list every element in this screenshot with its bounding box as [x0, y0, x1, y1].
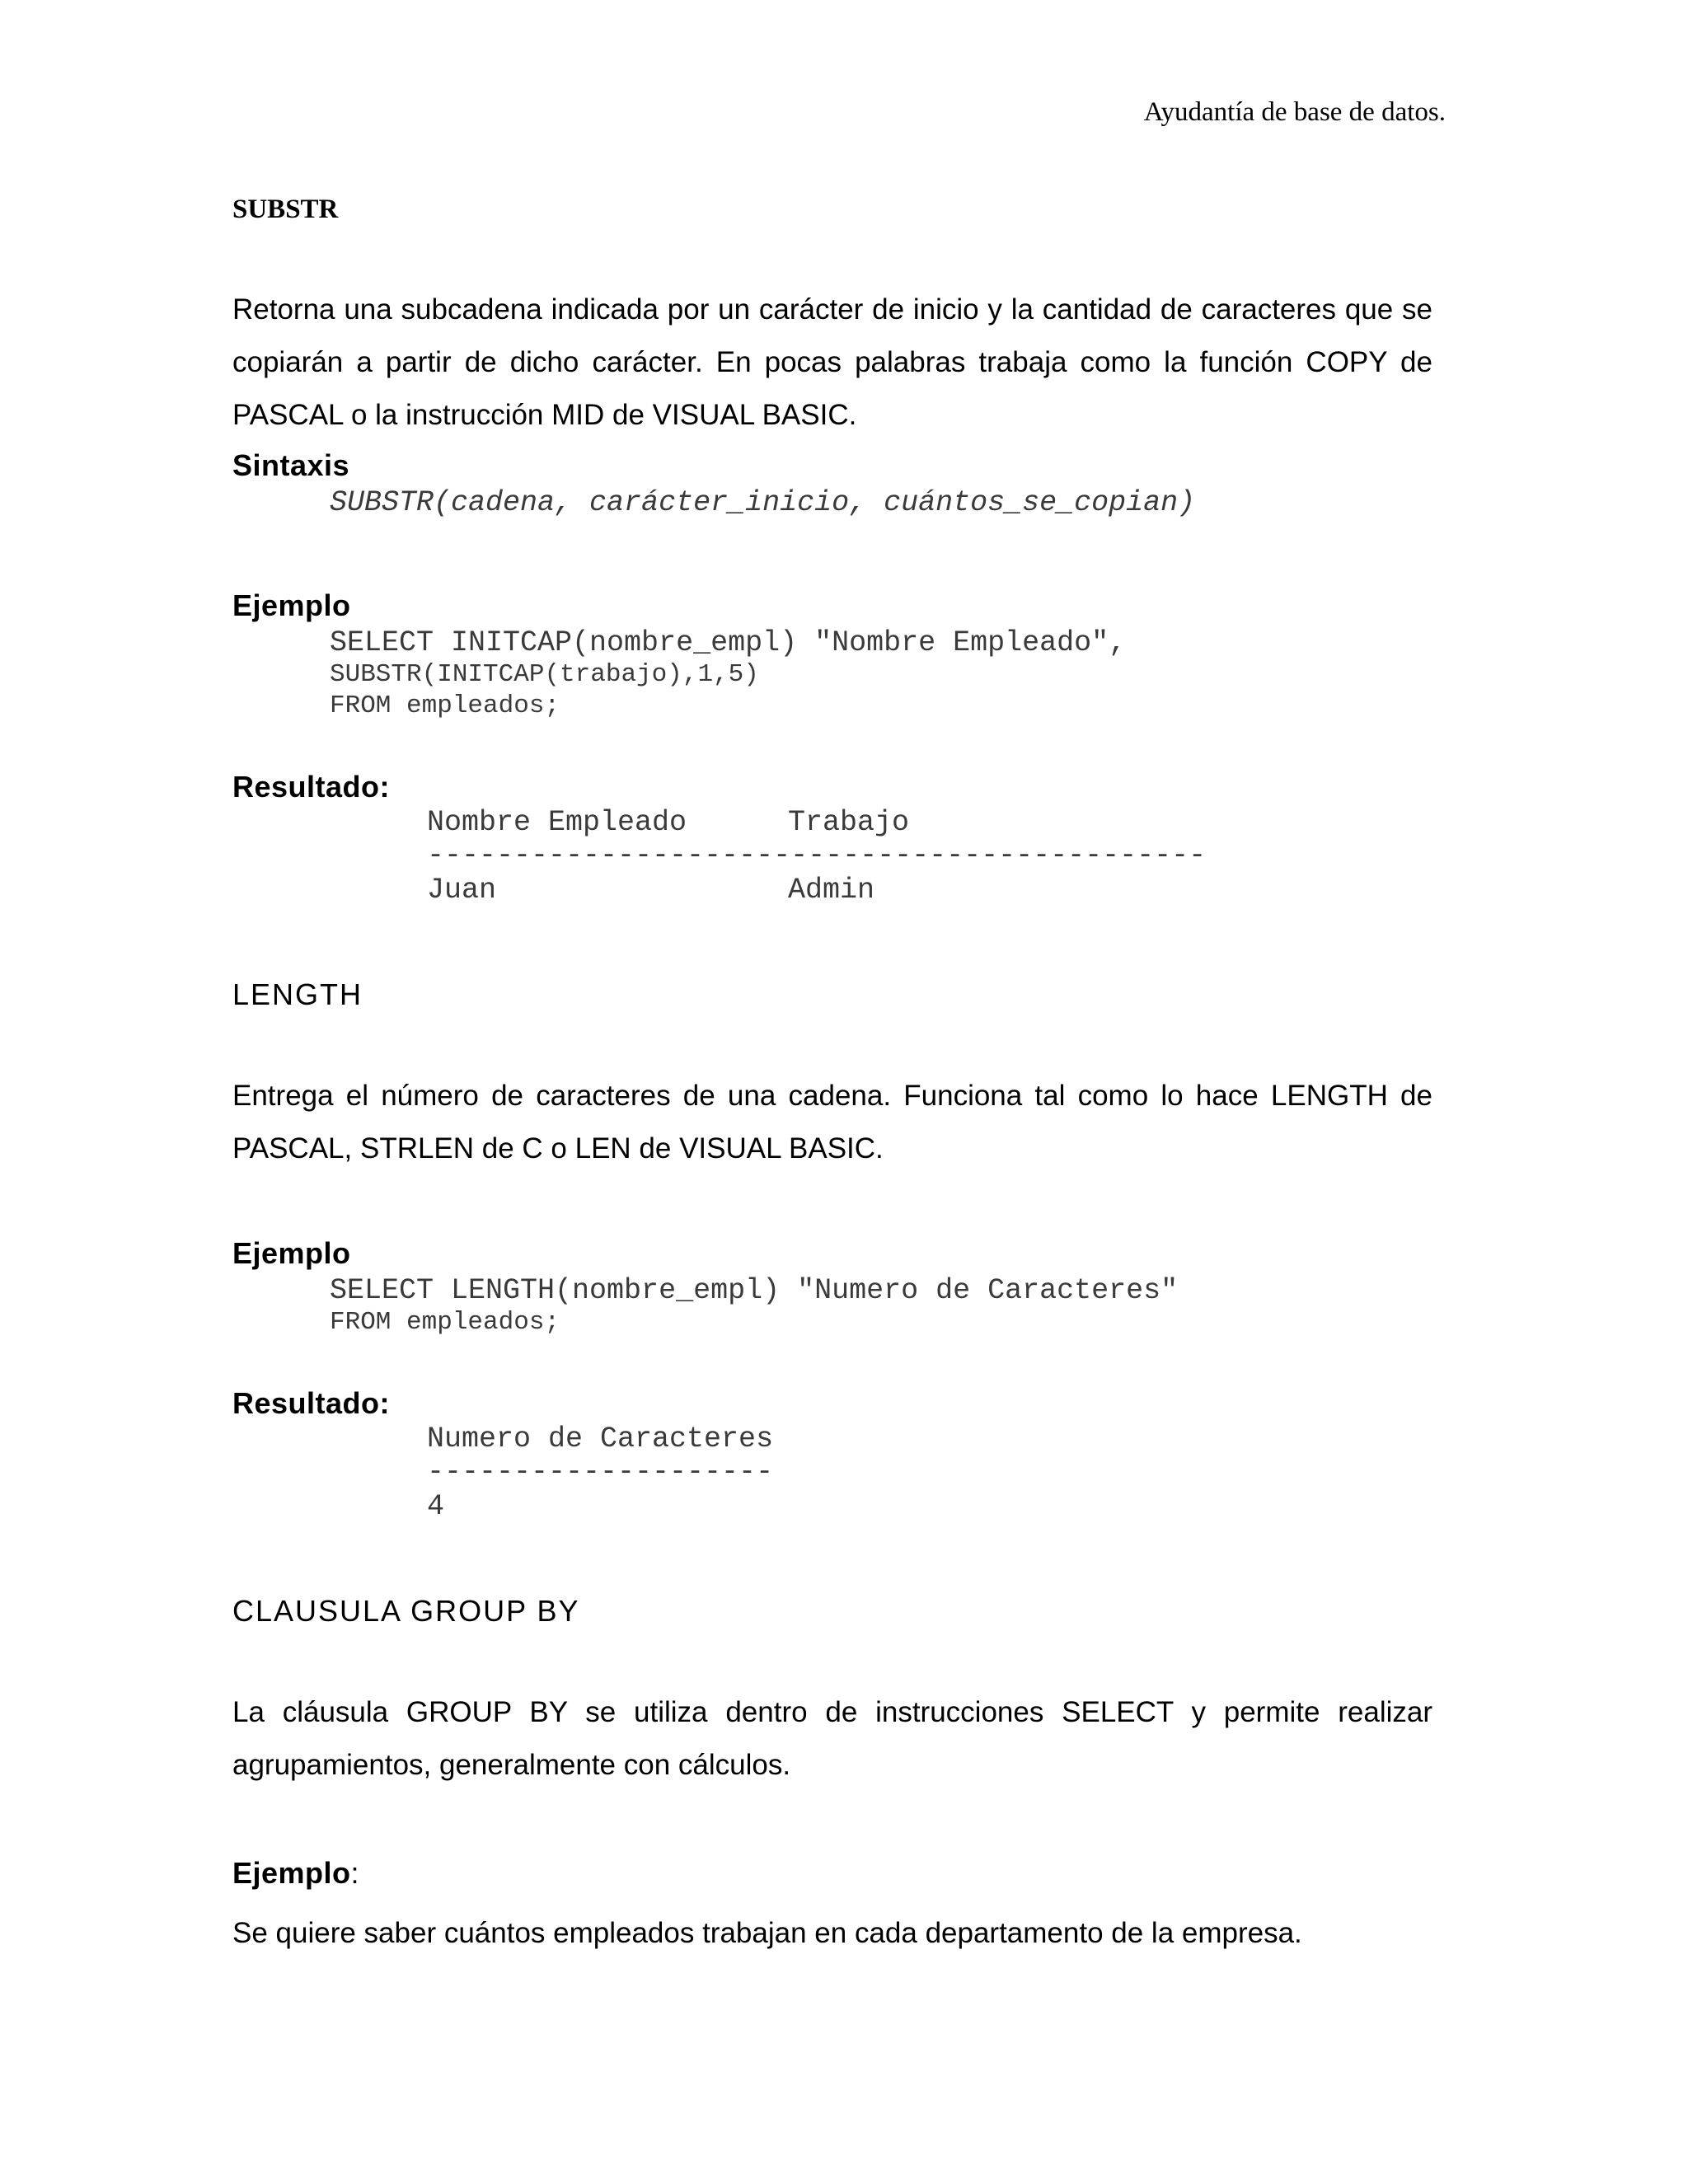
syntax-label-text: Sintaxis	[232, 448, 350, 482]
example-label-text: Ejemplo	[232, 1236, 351, 1270]
substr-result-label	[232, 770, 390, 804]
length-result-column: Numero de Caracteres	[427, 1422, 774, 1455]
substr-syntax-label	[232, 448, 349, 483]
length-example-label	[232, 1236, 351, 1271]
result-separator: ---------------------------------------------	[427, 839, 1207, 872]
length-result-value: 4	[427, 1490, 445, 1523]
example-label-text: Ejemplo	[232, 588, 351, 622]
result-label-text: Resultado:	[232, 1386, 391, 1420]
length-description: Entrega el número de caracteres de una cadena. Funciona tal como lo hace LENGTH de PASCAL, STRLEN de C o LEN de VISUAL BASIC.	[232, 1080, 1432, 1165]
substr-example-line-1: SELECT INITCAP(nombre_empl) "Nombre Empleado",	[330, 626, 1127, 659]
substr-description: Retorna una subcadena indicada por un carácter de inicio y la cantidad de caracteres que se copiarán a partir de dicho carácter. En pocas palabras trabaja como la función COPY de PASCAL o la instrucción MID de VISUAL BASIC.	[232, 293, 1432, 431]
substr-example-label	[232, 588, 351, 623]
example-label-colon: :	[350, 1856, 360, 1890]
substr-example-line-3: FROM empleados;	[330, 691, 560, 720]
length-result-separator: --------------------	[427, 1455, 774, 1488]
group-by-example-label	[232, 1856, 359, 1891]
result-column-nombre: Nombre Empleado	[427, 806, 687, 839]
result-cell-nombre: Juan	[427, 874, 497, 907]
result-label-text: Resultado:	[232, 770, 391, 804]
result-column-trabajo: Trabajo	[788, 806, 910, 839]
length-result-label	[232, 1386, 390, 1421]
substr-example-line-2: SUBSTR(INITCAP(trabajo),1,5)	[330, 660, 759, 689]
result-cell-trabajo: Admin	[788, 874, 875, 907]
length-example-line-1: SELECT LENGTH(nombre_empl) "Numero de Caracteres"	[330, 1274, 1179, 1307]
page-header-note: Ayudantía de base de datos.	[1143, 97, 1446, 127]
example-label-text: Ejemplo	[232, 1856, 351, 1890]
group-by-description: La cláusula GROUP BY se utiliza dentro de instrucciones SELECT y permite realizar agrupamientos, generalmente con cálculos.	[232, 1696, 1432, 1781]
group-by-example-text: Se quiere saber cuántos empleados trabajan en cada departamento de la empresa.	[232, 1917, 1302, 1949]
length-title: LENGTH	[232, 977, 363, 1011]
group-by-title: CLAUSULA GROUP BY	[232, 1594, 580, 1628]
substr-title: SUBSTR	[232, 194, 339, 224]
substr-syntax-code: SUBSTR(cadena, carácter_inicio, cuántos_se_copian)	[330, 486, 1196, 519]
length-example-line-2: FROM empleados;	[330, 1308, 560, 1337]
